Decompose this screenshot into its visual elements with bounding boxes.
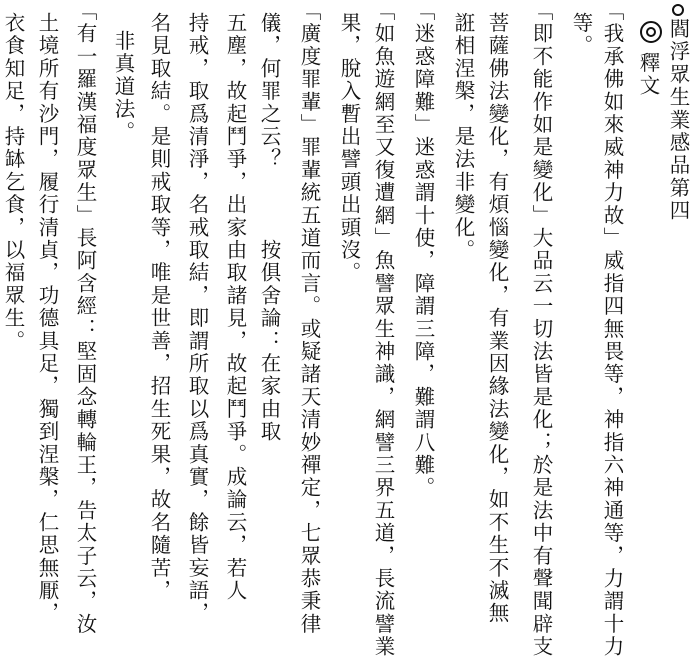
- text-column: 衣食知足，持缽乞食，以福眾生。: [1, 12, 25, 353]
- text-column: 名見取結。是則戒取等，唯是世善，招生死果，故名隨苦，: [147, 12, 171, 603]
- text-column: 「迷惑障難」迷惑謂十使，障謂三障，難謂八難。: [411, 0, 435, 500]
- text-column: 誑相涅槃，是法非變化。: [451, 12, 475, 262]
- text-column: 「如魚遊網至又復遭網」魚譬眾生神識，網譬三界五道，長流譬業: [371, 0, 395, 658]
- text-column: 五塵，故起鬥爭，出家由取諸見，故起鬥爭。成論云，若人: [223, 12, 247, 603]
- text-column: 「有一羅漢福度眾生」長阿含經：堅固念轉輪王，告太子云，汝: [73, 0, 97, 636]
- text-column: 「我承佛如來威神力故」威指四無畏等，神指六神通等，力謂十力: [600, 0, 624, 658]
- text-column: 土境所有沙門，履行清貞，功德具足，獨到涅槃，仁思無厭，: [35, 12, 59, 625]
- chapter-title: 閻浮眾生業感品第四: [666, 18, 690, 223]
- text-column: 「廣度罪輩」罪輩統五道而言。或疑諸天清妙禪定，七眾恭秉律: [297, 0, 321, 636]
- section-label: 釋文: [636, 52, 660, 98]
- text-column: 果，脫入暫出譬頭出頭沒。: [337, 12, 361, 285]
- text-column: 等。: [569, 12, 593, 58]
- text-column: 持戒，取爲清淨，名戒取結，即謂所取以爲真實，餘皆妄語，: [185, 12, 209, 625]
- title-bullet-icon: [672, 4, 684, 16]
- text-column: 非真道法。: [111, 30, 135, 144]
- text-column: 儀，何罪之云？ 按俱舍論：在家由取: [257, 12, 281, 444]
- double-circle-icon: [640, 21, 662, 43]
- text-column: 「即不能作如是變化」大品云一切法皆是化；於是法中有聲聞辟支: [529, 0, 553, 658]
- text-column: 菩薩佛法變化，有煩惱變化，有業因緣法變化，如不生不滅無: [485, 12, 509, 625]
